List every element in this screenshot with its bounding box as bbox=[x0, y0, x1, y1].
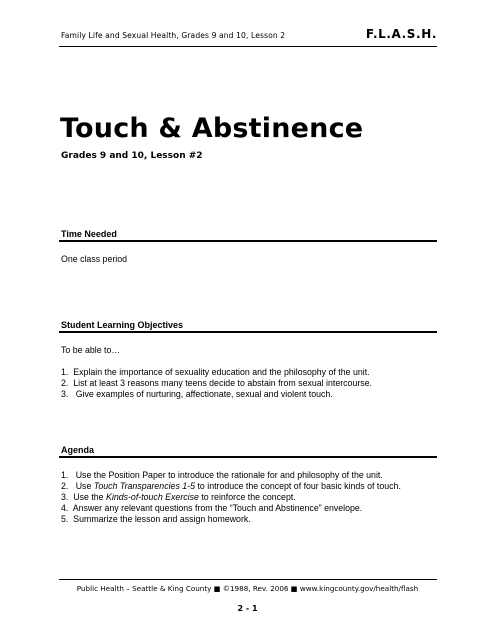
list-item-number: 3. bbox=[61, 389, 69, 399]
list-item-text: Use bbox=[75, 481, 94, 491]
time-needed-heading: Time Needed bbox=[61, 229, 117, 239]
footer-credit: Public Health – Seattle & King County ■ ©1988, Rev. 2006 ■ www.kingcounty.gov/health/flash bbox=[76, 584, 419, 593]
list-item bbox=[61, 514, 401, 525]
page-subtitle: Grades 9 and 10, Lesson #2 bbox=[61, 151, 203, 161]
objectives-heading: Student Learning Objectives bbox=[61, 320, 184, 330]
list-item bbox=[61, 492, 401, 503]
header-divider bbox=[59, 46, 437, 47]
list-item-text: Use the bbox=[73, 492, 106, 502]
list-item bbox=[61, 367, 372, 378]
list-item-number: 3. bbox=[61, 492, 69, 502]
time-needed-divider bbox=[59, 240, 437, 242]
list-item-text: Explain the importance of sexuality education and the philosophy of the unit. bbox=[73, 367, 370, 377]
list-item-text-end: to introduce the concept of four basic kinds of touch. bbox=[195, 481, 401, 491]
list-item-number: 2. bbox=[61, 378, 69, 388]
list-item-number: 2. bbox=[61, 481, 69, 491]
list-item-number: 1. bbox=[61, 367, 69, 377]
list-item bbox=[61, 503, 401, 514]
objectives-intro: To be able to… bbox=[61, 345, 121, 355]
objectives-list bbox=[61, 367, 372, 400]
list-item bbox=[61, 481, 401, 492]
list-item-emphasis: Touch Transparencies 1-5 bbox=[93, 481, 196, 491]
page-title: Touch & Abstinence bbox=[60, 113, 364, 144]
list-item bbox=[61, 378, 372, 389]
agenda-list bbox=[61, 470, 401, 525]
agenda-divider bbox=[59, 456, 437, 458]
list-item-text: List at least 3 reasons many teens decide to abstain from sexual intercourse. bbox=[73, 378, 372, 388]
header-program-name: F.L.A.S.H. bbox=[365, 27, 437, 41]
page-number: 2 - 1 bbox=[237, 604, 258, 613]
list-item-text: Summarize the lesson and assign homework. bbox=[73, 514, 251, 524]
list-item-number: 1. bbox=[61, 470, 69, 480]
list-item bbox=[61, 389, 372, 400]
list-item-number: 5. bbox=[61, 514, 69, 524]
agenda-heading: Agenda bbox=[61, 445, 95, 455]
list-item-emphasis: Kinds-of-touch Exercise bbox=[106, 492, 199, 502]
objectives-divider bbox=[59, 331, 437, 333]
list-item-text: Give examples of nurturing, affectionate, sexual and violent touch. bbox=[75, 389, 333, 399]
list-item-text: Answer any relevant questions from the “Touch and Abstinence” envelope. bbox=[72, 503, 363, 513]
list-item-number: 4. bbox=[61, 503, 69, 513]
footer-divider bbox=[59, 579, 437, 580]
list-item-text-end: to reinforce the concept. bbox=[198, 492, 296, 502]
time-needed-text: One class period bbox=[61, 254, 128, 264]
list-item bbox=[61, 470, 401, 481]
list-item-text: Use the Position Paper to introduce the rationale for and philosophy of the unit. bbox=[75, 470, 383, 480]
header-lesson-info: Family Life and Sexual Health, Grades 9 and 10, Lesson 2 bbox=[61, 31, 286, 40]
